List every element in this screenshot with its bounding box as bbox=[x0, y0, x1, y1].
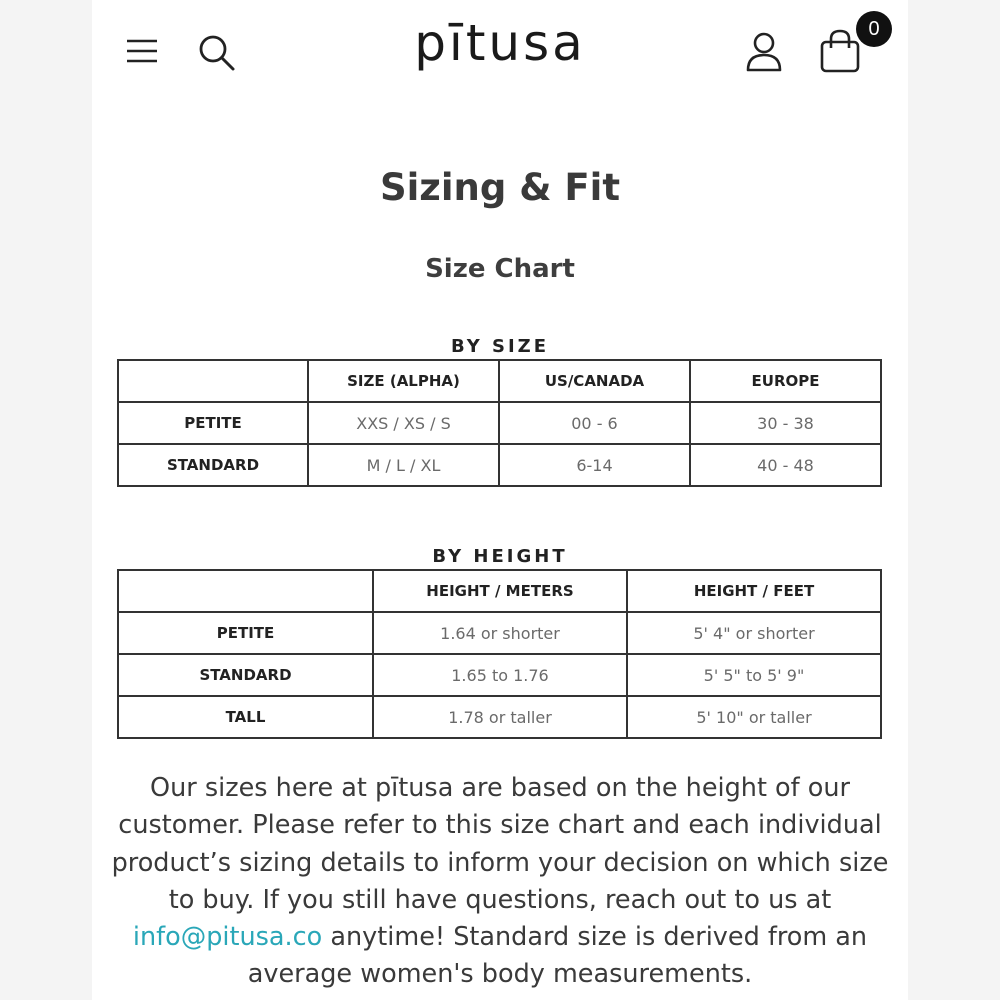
table-cell: 6-14 bbox=[499, 444, 690, 486]
table-header-row bbox=[118, 360, 881, 402]
table-cell: 1.64 or shorter bbox=[373, 612, 627, 654]
table-cell: 5' 4" or shorter bbox=[627, 612, 881, 654]
sizing-description bbox=[100, 770, 900, 994]
cart-button[interactable] bbox=[818, 28, 862, 74]
table-cell: 5' 10" or taller bbox=[627, 696, 881, 738]
row-label: PETITE bbox=[118, 402, 308, 444]
shopping-bag-icon bbox=[818, 28, 862, 74]
account-button[interactable] bbox=[744, 30, 784, 74]
table-cell: 1.78 or taller bbox=[373, 696, 627, 738]
section-subtitle: Size Chart bbox=[425, 254, 575, 284]
table-cell: 30 - 38 bbox=[690, 402, 881, 444]
table-cell: 1.65 to 1.76 bbox=[373, 654, 627, 696]
description-text-end: anytime! Standard size is derived from an average women's body measurements. bbox=[247, 922, 868, 990]
row-label: PETITE bbox=[118, 612, 373, 654]
table-cell: XXS / XS / S bbox=[308, 402, 499, 444]
table-header-cell: EUROPE bbox=[690, 360, 881, 402]
row-label: STANDARD bbox=[118, 444, 308, 486]
table-row bbox=[118, 654, 881, 696]
menu-button[interactable] bbox=[124, 34, 160, 70]
table-row bbox=[118, 444, 881, 486]
row-label: STANDARD bbox=[118, 654, 373, 696]
table-row bbox=[118, 402, 881, 444]
height-table bbox=[117, 569, 882, 739]
search-icon bbox=[196, 32, 236, 72]
site-header bbox=[0, 0, 1000, 100]
table-header-row bbox=[118, 570, 881, 612]
email-link[interactable]: info@pitusa.co bbox=[132, 922, 323, 953]
description-text: Our sizes here at pītusa are based on the height of our customer. Please refer to this size chart and each individual product’s sizing details to inform your decision on which size to buy. If you still have questions, reach out to us at bbox=[111, 773, 889, 915]
by-height-caption: BY HEIGHT bbox=[432, 546, 568, 567]
table-header-cell bbox=[118, 360, 308, 402]
table-cell: 5' 5" to 5' 9" bbox=[627, 654, 881, 696]
table-header-cell: US/CANADA bbox=[499, 360, 690, 402]
hamburger-menu-icon bbox=[124, 34, 160, 70]
page-title: Sizing & Fit bbox=[379, 166, 621, 209]
table-cell: M / L / XL bbox=[308, 444, 499, 486]
cart-count-badge: 0 bbox=[856, 11, 892, 47]
search-button[interactable] bbox=[196, 32, 236, 72]
size-table bbox=[117, 359, 882, 487]
table-header-cell bbox=[118, 570, 373, 612]
table-row bbox=[118, 612, 881, 654]
table-header-cell: HEIGHT / METERS bbox=[373, 570, 627, 612]
table-header-cell: HEIGHT / FEET bbox=[627, 570, 881, 612]
table-row bbox=[118, 696, 881, 738]
by-size-caption: BY SIZE bbox=[450, 336, 550, 357]
table-cell: 00 - 6 bbox=[499, 402, 690, 444]
user-icon bbox=[744, 30, 784, 74]
site-logo[interactable]: pītusa bbox=[414, 14, 586, 72]
table-header-cell: SIZE (ALPHA) bbox=[308, 360, 499, 402]
table-cell: 40 - 48 bbox=[690, 444, 881, 486]
row-label: TALL bbox=[118, 696, 373, 738]
